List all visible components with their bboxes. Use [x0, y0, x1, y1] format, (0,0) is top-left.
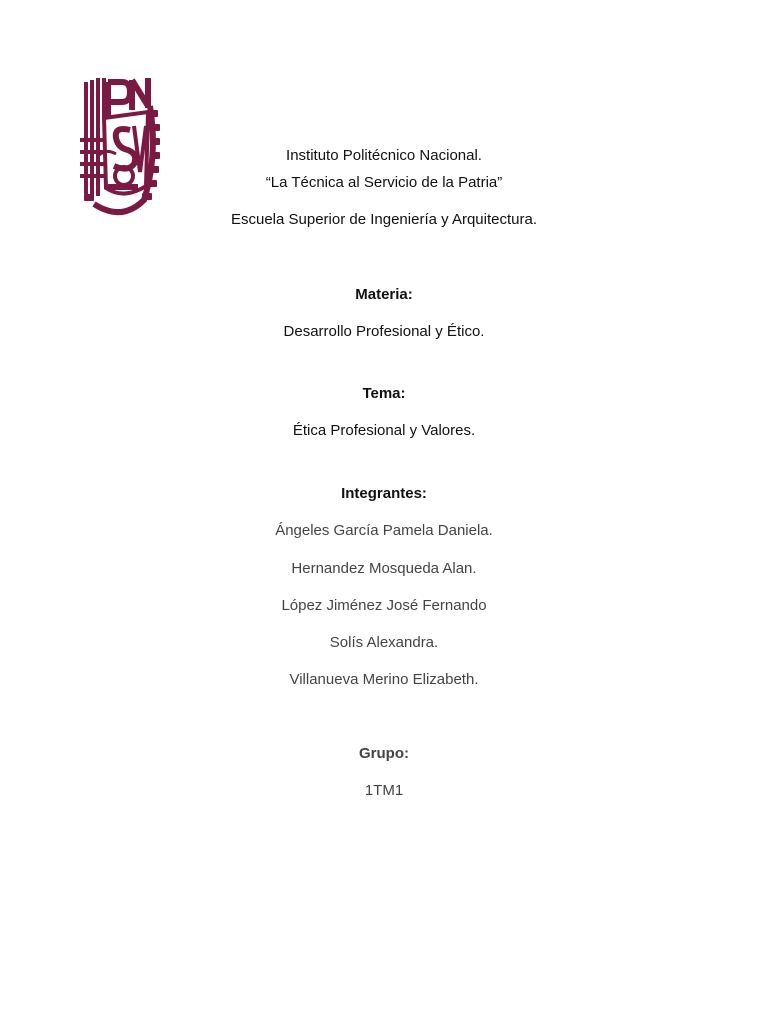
member-name: López Jiménez José Fernando [281, 597, 487, 614]
member-name: Solís Alexandra. [329, 634, 439, 651]
member-name: Ángeles García Pamela Daniela. [275, 522, 493, 539]
topic-label: Tema: [362, 385, 406, 402]
subject-value: Desarrollo Profesional y Ético. [283, 323, 485, 340]
subject-label: Materia: [355, 286, 413, 303]
group-value: 1TM1 [364, 782, 404, 799]
member-name: Hernandez Mosqueda Alan. [291, 560, 477, 577]
members-label: Integrantes: [341, 485, 427, 502]
topic-value: Ética Profesional y Valores. [292, 422, 476, 439]
group-label: Grupo: [359, 745, 409, 762]
member-name: Villanueva Merino Elizabeth. [289, 671, 479, 688]
institution-name: Instituto Politécnico Nacional. [286, 147, 482, 164]
institution-motto: “La Técnica al Servicio de la Patria” [265, 174, 503, 191]
school-name: Escuela Superior de Ingeniería y Arquitectura. [230, 211, 537, 228]
